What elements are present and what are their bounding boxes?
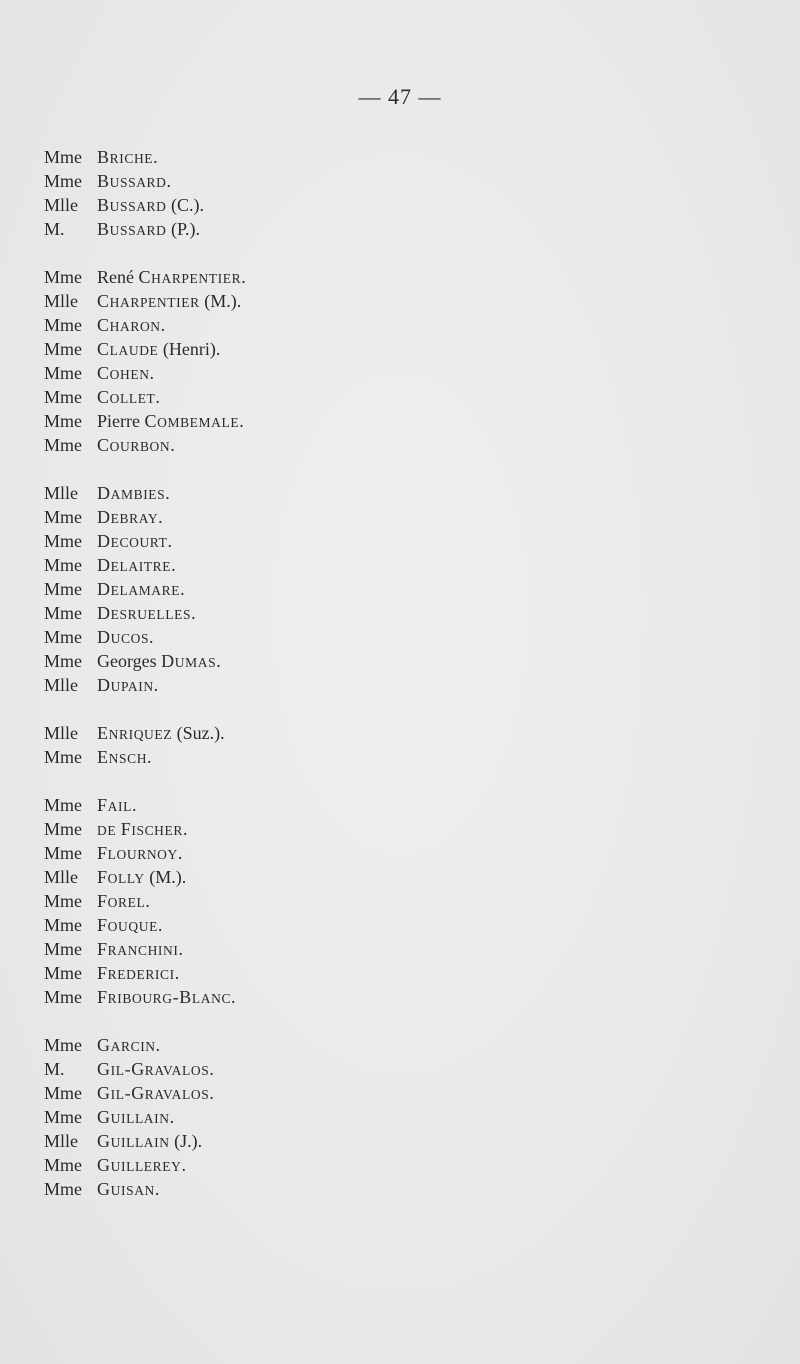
honorific: Mme [44, 1155, 82, 1175]
surname: FAIL. [97, 795, 138, 815]
honorific: Mme [44, 627, 82, 647]
honorific: Mme [44, 315, 82, 335]
honorific: Mme [44, 795, 82, 815]
list-item [44, 193, 246, 217]
honorific: M. [44, 219, 65, 239]
surname: CHARPENTIER (M.). [97, 291, 242, 311]
name-group [44, 265, 246, 457]
list-item [44, 433, 246, 457]
surname: GIL-GRAVALOS. [97, 1059, 215, 1079]
surname: DAMBIES. [97, 483, 171, 503]
honorific: Mme [44, 891, 82, 911]
honorific: Mme [44, 267, 82, 287]
surname: DELAITRE. [97, 555, 177, 575]
surname: DUPAIN. [97, 675, 159, 695]
list-item [44, 145, 246, 169]
list-item [44, 1057, 246, 1081]
surname: COLLET. [97, 387, 161, 407]
surname: DESRUELLES. [97, 603, 197, 623]
surname: FRIBOURG-BLANC. [97, 987, 237, 1007]
honorific: Mme [44, 819, 82, 839]
honorific: Mlle [44, 195, 78, 215]
surname: DEBRAY. [97, 507, 164, 527]
surname: Georges DUMAS. [97, 651, 222, 671]
surname: ENSCH. [97, 747, 153, 767]
honorific: Mlle [44, 675, 78, 695]
honorific: Mme [44, 1083, 82, 1103]
list-item [44, 505, 246, 529]
honorific: Mlle [44, 291, 78, 311]
honorific: Mme [44, 507, 82, 527]
honorific: M. [44, 1059, 65, 1079]
name-group [44, 721, 246, 769]
surname: FRANCHINI. [97, 939, 184, 959]
list-item [44, 721, 246, 745]
surname: FOUQUE. [97, 915, 164, 935]
surname: GUILLEREY. [97, 1155, 187, 1175]
surname: CLAUDE (Henri). [97, 339, 221, 359]
list-item [44, 385, 246, 409]
name-group [44, 145, 246, 241]
honorific: Mme [44, 339, 82, 359]
list-item [44, 313, 246, 337]
honorific: Mme [44, 651, 82, 671]
surname: ENRIQUEZ (Suz.). [97, 723, 225, 743]
list-item [44, 217, 246, 241]
list-item [44, 625, 246, 649]
member-list [44, 145, 246, 1225]
list-item [44, 481, 246, 505]
honorific: Mme [44, 747, 82, 767]
surname: Pierre COMBEMALE. [97, 411, 245, 431]
honorific: Mlle [44, 483, 78, 503]
list-item [44, 841, 246, 865]
honorific: Mme [44, 603, 82, 623]
honorific: Mme [44, 1107, 82, 1127]
honorific: Mme [44, 579, 82, 599]
list-item [44, 673, 246, 697]
list-item [44, 793, 246, 817]
surname: GIL-GRAVALOS. [97, 1083, 215, 1103]
list-item [44, 817, 246, 841]
list-item [44, 985, 246, 1009]
honorific: Mme [44, 387, 82, 407]
surname: FOREL. [97, 891, 151, 911]
list-item [44, 1177, 246, 1201]
name-group [44, 793, 246, 1009]
list-item [44, 553, 246, 577]
surname: BRICHE. [97, 147, 159, 167]
list-item [44, 1033, 246, 1057]
list-item [44, 865, 246, 889]
list-item [44, 1129, 246, 1153]
list-item [44, 745, 246, 769]
honorific: Mme [44, 915, 82, 935]
surname: BUSSARD. [97, 171, 172, 191]
name-group [44, 481, 246, 697]
surname: DE FISCHER. [97, 819, 189, 839]
list-item [44, 577, 246, 601]
list-item [44, 961, 246, 985]
honorific: Mme [44, 147, 82, 167]
surname: BUSSARD (C.). [97, 195, 205, 215]
honorific: Mme [44, 843, 82, 863]
surname: COHEN. [97, 363, 155, 383]
honorific: Mme [44, 963, 82, 983]
surname: GUILLAIN. [97, 1107, 175, 1127]
honorific: Mlle [44, 723, 78, 743]
surname: René CHARPENTIER. [97, 267, 247, 287]
honorific: Mme [44, 531, 82, 551]
surname: FREDERICI. [97, 963, 180, 983]
list-item [44, 289, 246, 313]
list-item [44, 409, 246, 433]
list-item [44, 889, 246, 913]
honorific: Mme [44, 363, 82, 383]
honorific: Mlle [44, 1131, 78, 1151]
list-item [44, 913, 246, 937]
honorific: Mme [44, 411, 82, 431]
surname: CHARON. [97, 315, 166, 335]
surname: DELAMARE. [97, 579, 186, 599]
honorific: Mme [44, 555, 82, 575]
honorific: Mme [44, 1179, 82, 1199]
list-item [44, 1153, 246, 1177]
list-item [44, 1105, 246, 1129]
list-item [44, 1081, 246, 1105]
list-item [44, 529, 246, 553]
surname: DECOURT. [97, 531, 173, 551]
honorific: Mme [44, 987, 82, 1007]
honorific: Mme [44, 1035, 82, 1055]
honorific: Mme [44, 939, 82, 959]
surname: FLOURNOY. [97, 843, 183, 863]
page-number: — 47 — [358, 84, 442, 109]
surname: DUCOS. [97, 627, 155, 647]
list-item [44, 337, 246, 361]
surname: FOLLY (M.). [97, 867, 187, 887]
honorific: Mme [44, 171, 82, 191]
list-item [44, 169, 246, 193]
list-item [44, 937, 246, 961]
list-item [44, 649, 246, 673]
surname: GUILLAIN (J.). [97, 1131, 203, 1151]
name-group [44, 1033, 246, 1201]
surname: COURBON. [97, 435, 176, 455]
honorific: Mme [44, 435, 82, 455]
surname: BUSSARD (P.). [97, 219, 201, 239]
surname: GARCIN. [97, 1035, 161, 1055]
list-item [44, 601, 246, 625]
list-item [44, 265, 246, 289]
surname: GUISAN. [97, 1179, 161, 1199]
list-item [44, 361, 246, 385]
honorific: Mlle [44, 867, 78, 887]
